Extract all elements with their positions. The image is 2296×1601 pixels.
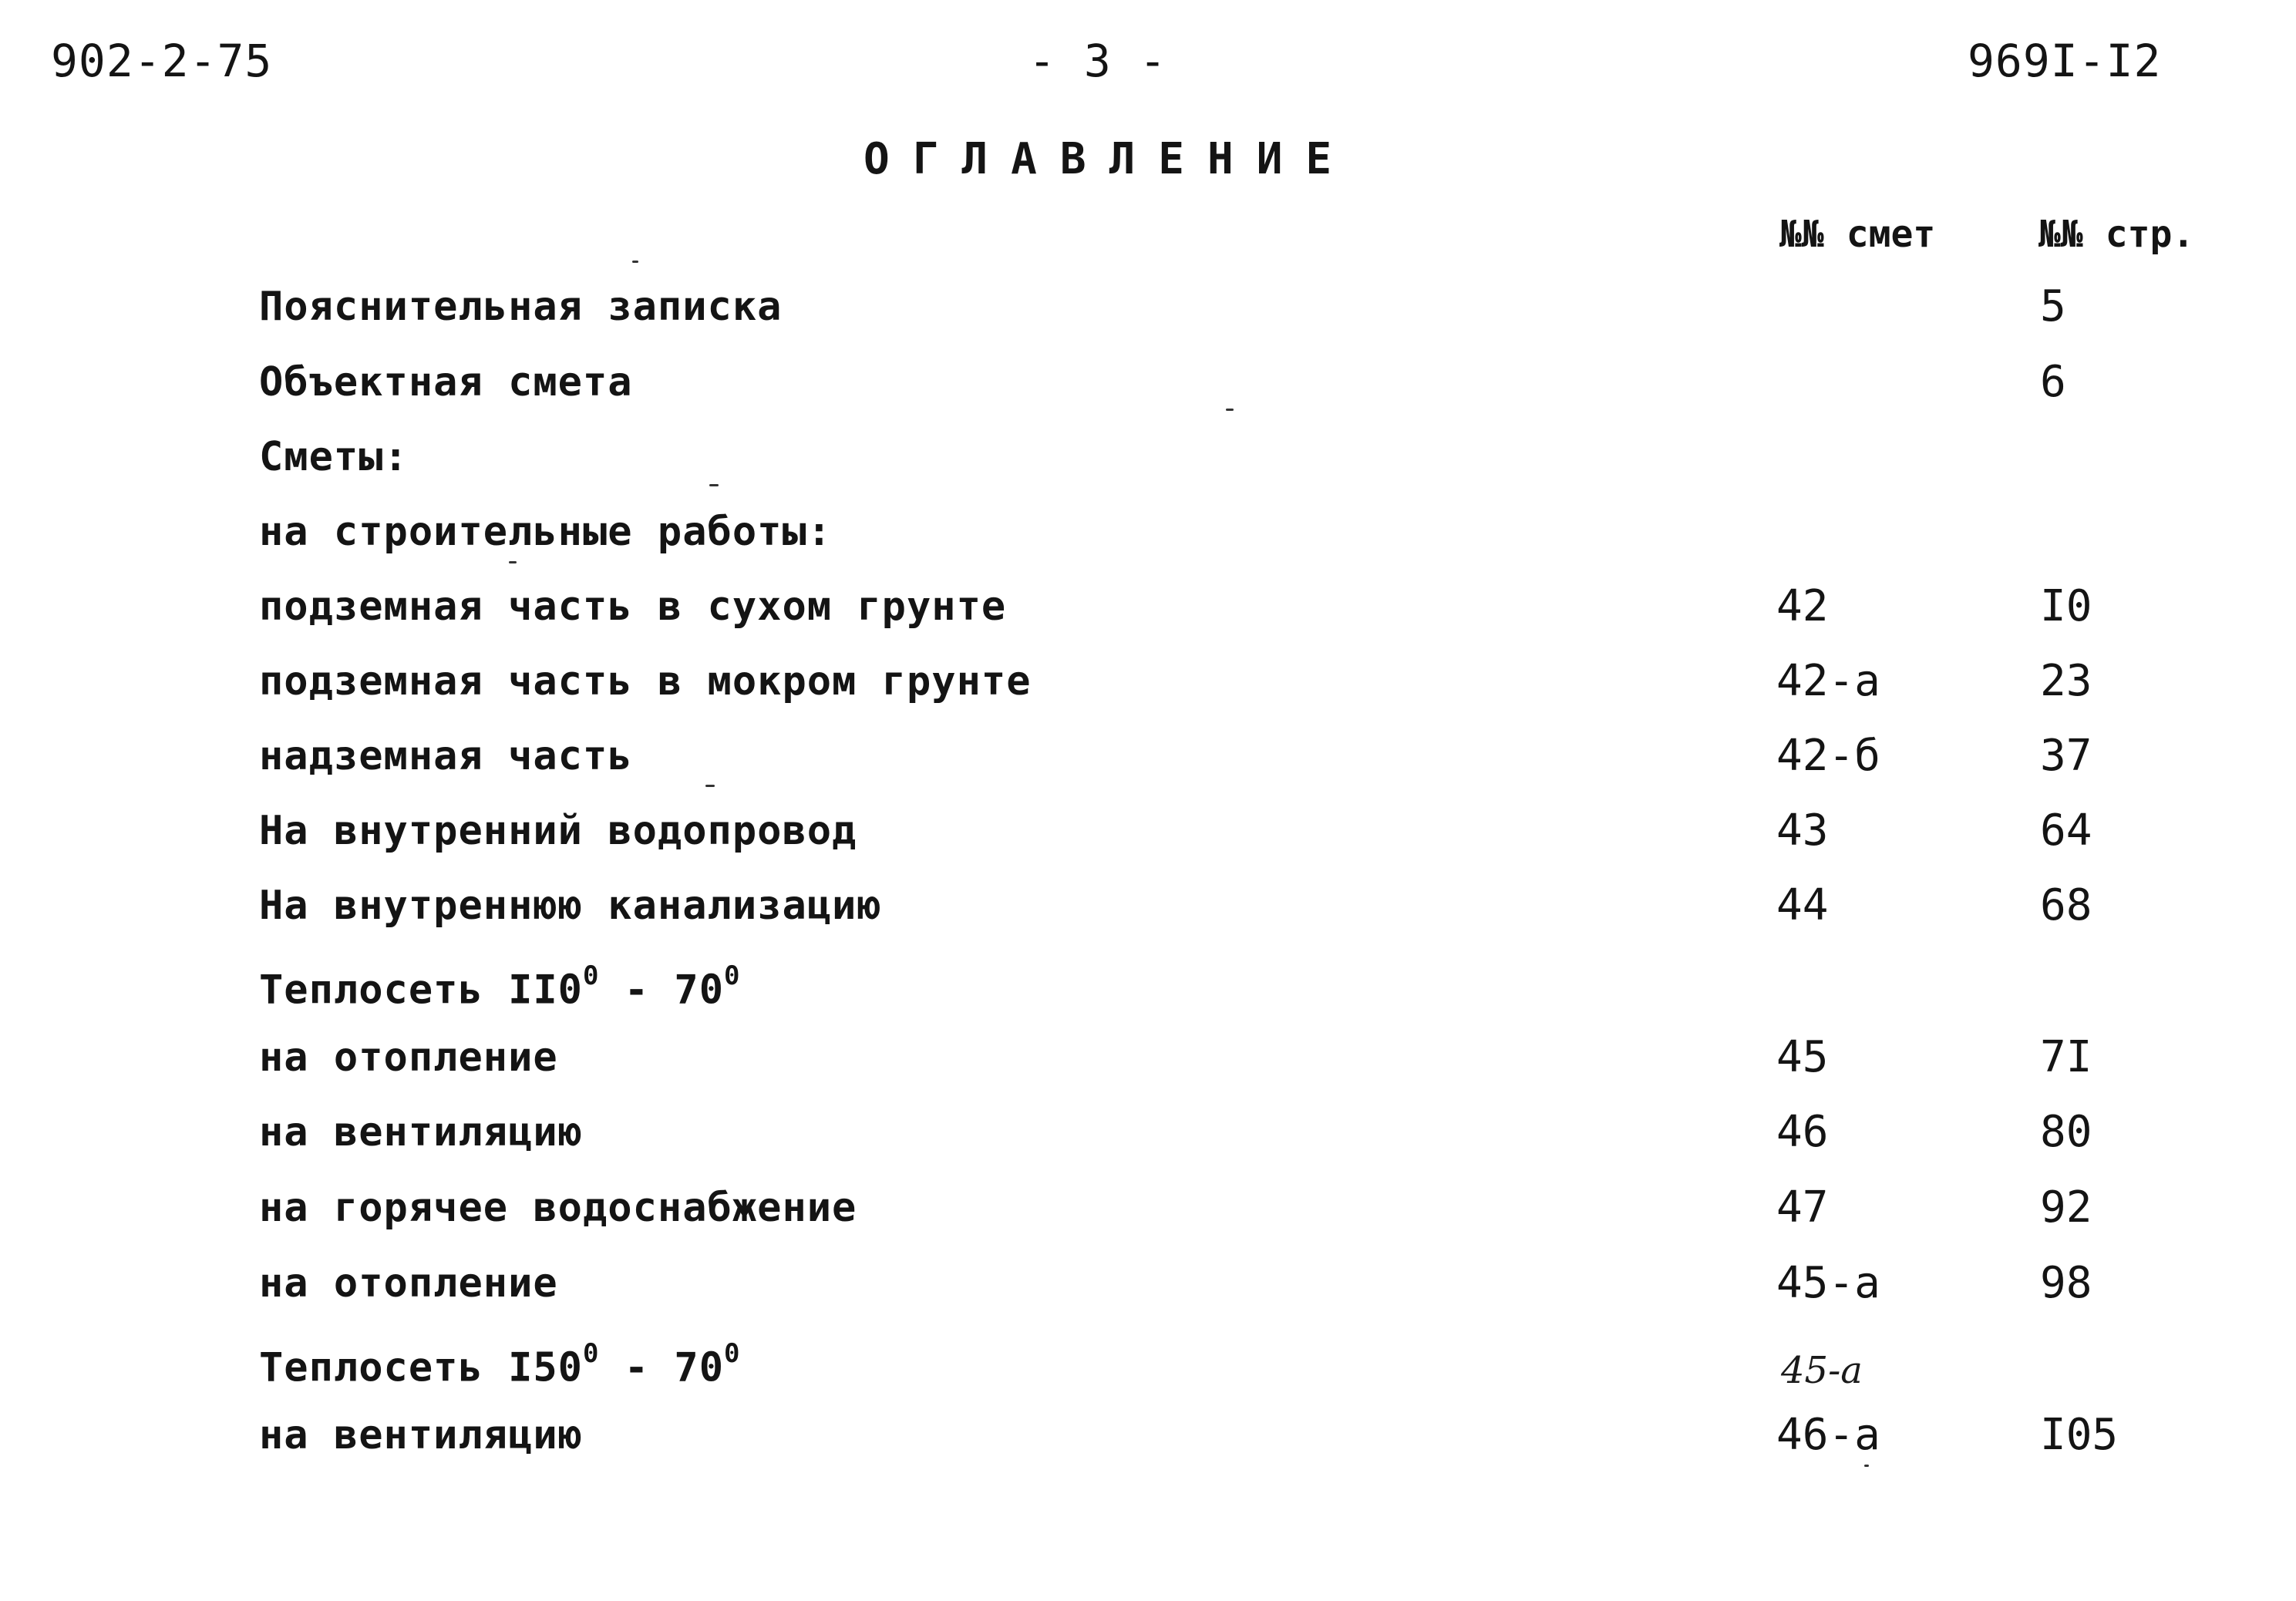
- scan-speck: [1226, 409, 1234, 411]
- toc-row-page: 6: [2040, 357, 2066, 407]
- toc-row: [0, 651, 2296, 720]
- toc-row-page: 64: [2040, 806, 2092, 856]
- toc-row-page: 80: [2040, 1107, 2092, 1157]
- toc-row: [0, 800, 2296, 869]
- toc-row-page: 68: [2040, 880, 2092, 930]
- toc-row-page: 5: [2040, 281, 2066, 331]
- label-text: Теплосеть II0: [259, 967, 583, 1014]
- toc-row-label: на вентиляцию: [259, 1109, 583, 1155]
- toc-row-smeta: 42: [1776, 581, 1829, 631]
- toc-row: [0, 950, 2296, 1019]
- toc-row-smeta: 46-а: [1776, 1410, 1880, 1460]
- toc-row-label: [259, 950, 741, 1021]
- toc-row-label: на отопление: [259, 1034, 558, 1081]
- toc-row-label: [259, 1327, 741, 1398]
- degree-mark: 0: [724, 1338, 741, 1369]
- toc-row: [0, 1102, 2296, 1171]
- handwritten-correction: 45-а: [1781, 1349, 1863, 1392]
- toc-row-page: 92: [2040, 1182, 2092, 1233]
- toc-row-label: Пояснительная записка: [259, 284, 783, 330]
- toc-row: [0, 1027, 2296, 1096]
- header-document-code: 902-2-75: [51, 35, 273, 87]
- toc-row-page: I0: [2040, 581, 2092, 631]
- toc-row-label: Сметы:: [259, 434, 409, 480]
- toc-row: [0, 276, 2296, 345]
- toc-row-page: 98: [2040, 1258, 2092, 1308]
- toc-row: [0, 501, 2296, 570]
- degree-mark: 0: [724, 960, 741, 991]
- toc-row: [0, 576, 2296, 645]
- toc-row-page: 37: [2040, 731, 2092, 781]
- toc-row: [0, 875, 2296, 944]
- toc-row-smeta: 45-а: [1776, 1258, 1880, 1308]
- degree-mark: 0: [583, 1338, 600, 1369]
- toc-row-label: на строительные работы:: [259, 509, 833, 555]
- toc-row-page: 7I: [2040, 1032, 2092, 1082]
- toc-row: [0, 1177, 2296, 1246]
- toc-row-label: на вентиляцию: [259, 1412, 583, 1458]
- toc-row-smeta: 47: [1776, 1182, 1829, 1233]
- toc-row: [0, 351, 2296, 421]
- scan-speck: [632, 261, 638, 263]
- column-header-smeta: №№ смет: [1779, 213, 1936, 256]
- degree-mark: 0: [583, 960, 600, 991]
- toc-row: [0, 1404, 2296, 1474]
- scan-speck: [709, 484, 719, 486]
- toc-row-smeta: 46: [1776, 1107, 1829, 1157]
- scan-speck: [509, 561, 517, 563]
- toc-row-page: 23: [2040, 656, 2092, 706]
- toc-row: [0, 426, 2296, 496]
- label-text: - 70: [599, 1344, 725, 1391]
- toc-row: [0, 1253, 2296, 1322]
- toc-row: [0, 725, 2296, 795]
- toc-row-page: I05: [2040, 1410, 2119, 1460]
- toc-row: [0, 1327, 2296, 1397]
- toc-row-label: На внутреннюю канализацию: [259, 883, 882, 929]
- page-title: ОГЛАВЛЕНИЕ: [864, 134, 1355, 184]
- header-project-number: 969I-I2: [1968, 35, 2162, 87]
- toc-row-label: подземная часть в мокром грунте: [259, 658, 1032, 705]
- toc-row-label: на горячее водоснабжение: [259, 1185, 857, 1231]
- toc-row-smeta: 43: [1776, 806, 1829, 856]
- toc-row-smeta: 45: [1776, 1032, 1829, 1082]
- header-page-number: - 3 -: [1028, 35, 1167, 87]
- toc-row-label: на отопление: [259, 1260, 558, 1307]
- toc-row-smeta: 42-б: [1776, 731, 1880, 781]
- scan-speck: [705, 785, 715, 787]
- scan-speck: [1864, 1465, 1869, 1467]
- toc-row-smeta: 42-а: [1776, 656, 1880, 706]
- toc-row-label: Объектная смета: [259, 359, 633, 405]
- toc-row-label: надземная часть: [259, 733, 633, 779]
- toc-row-smeta: 44: [1776, 880, 1829, 930]
- toc-row-label: подземная часть в сухом грунте: [259, 584, 1007, 630]
- label-text: Теплосеть I50: [259, 1344, 583, 1391]
- toc-row-label: На внутренний водопровод: [259, 808, 857, 854]
- label-text: - 70: [599, 967, 725, 1014]
- column-header-page: №№ стр.: [2038, 213, 2195, 256]
